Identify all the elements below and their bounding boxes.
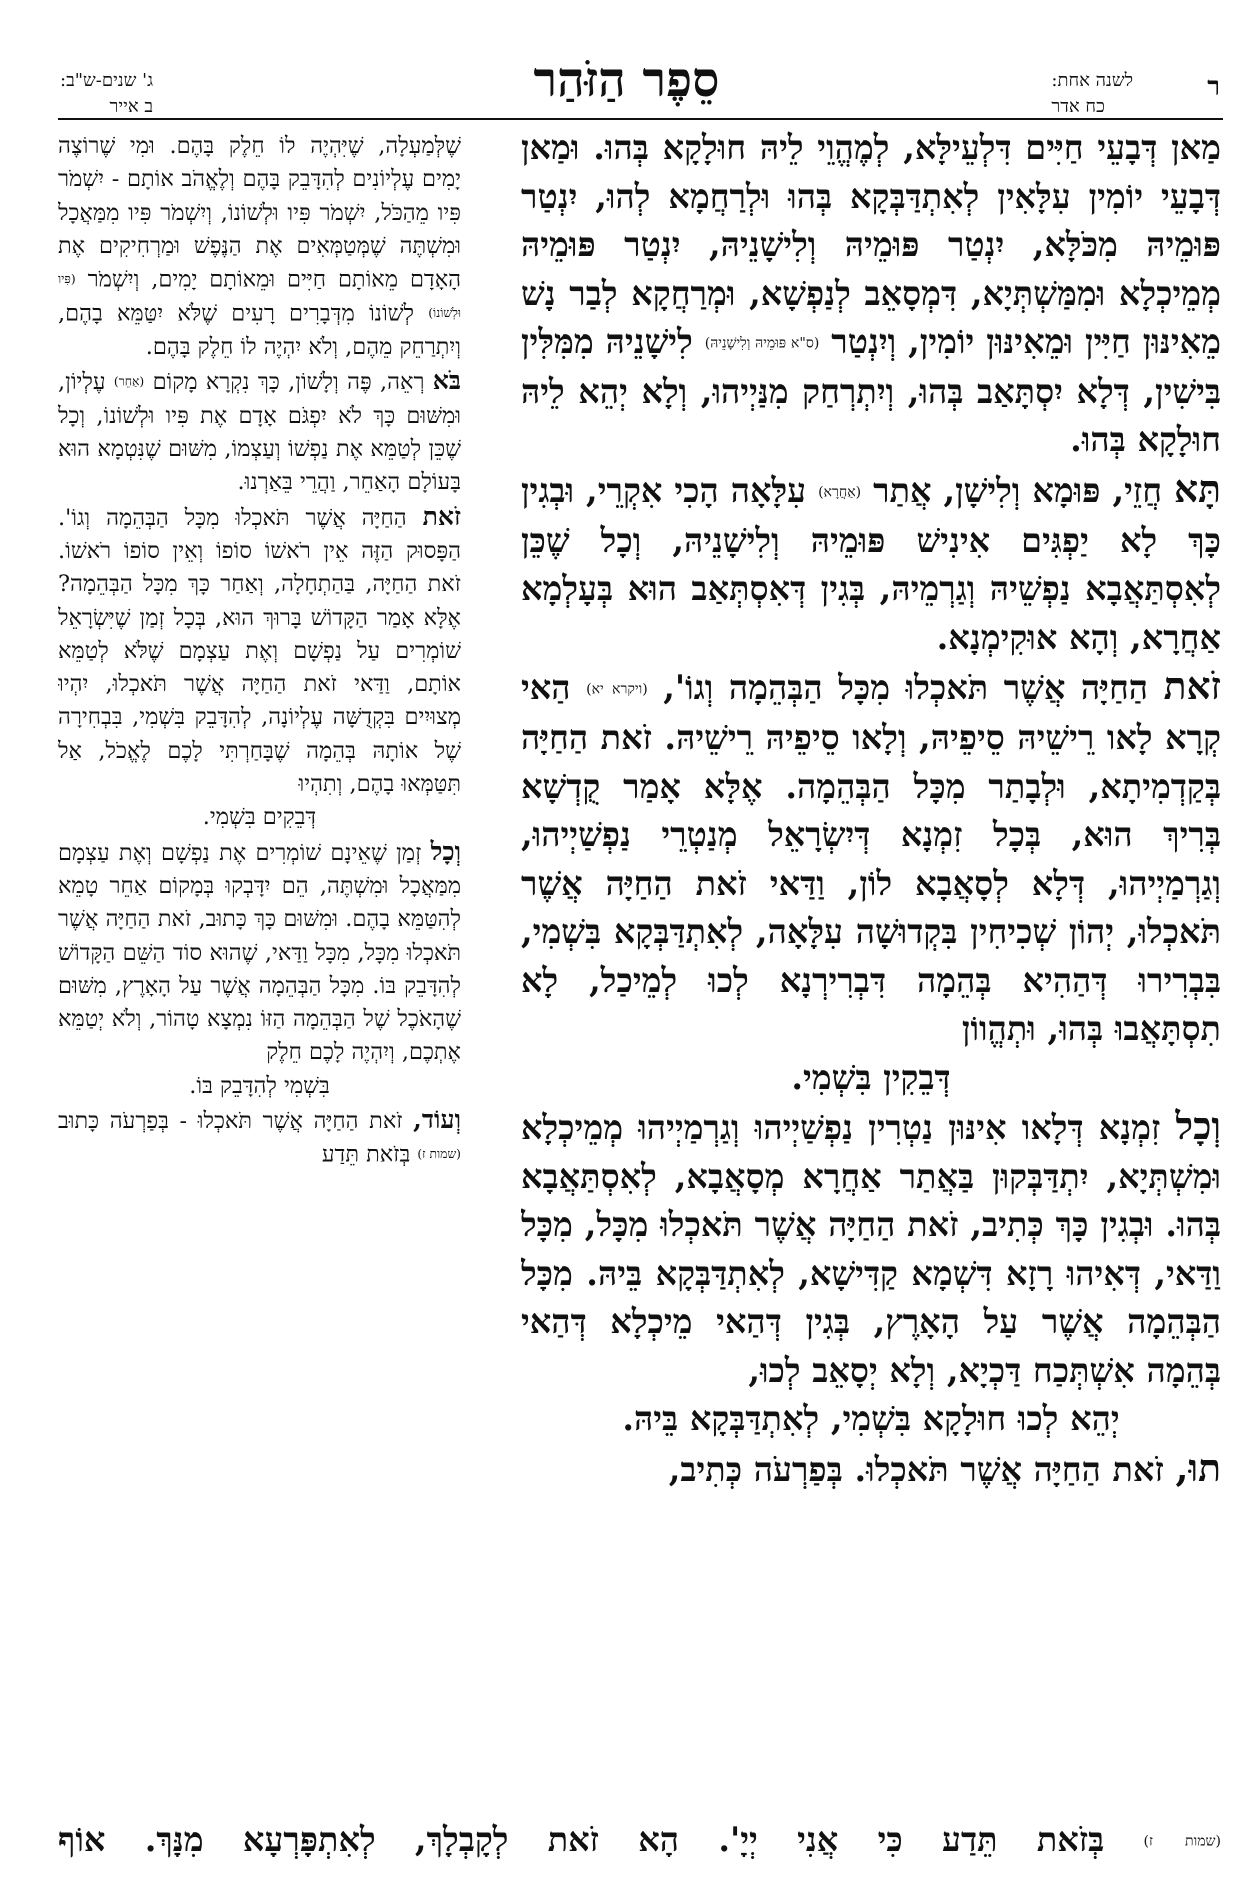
side-paragraph [58, 364, 461, 499]
main-column [521, 124, 1221, 1814]
side-paragraph [58, 130, 461, 364]
header-right-bottom: כח אדר [1051, 96, 1105, 117]
header-right-top: לשנה אחת: [1051, 70, 1133, 91]
reference: (שמות ז) [417, 1147, 461, 1162]
main-paragraph [521, 1102, 1221, 1395]
header-left [60, 68, 153, 120]
main-paragraph [521, 1444, 1221, 1495]
reference: (אַחֲרָא) [818, 484, 862, 501]
bottom-line [58, 1816, 1221, 1865]
lead-word: זֹאת [422, 500, 461, 531]
lead-word: תָּא [1174, 466, 1221, 511]
reference: (פִּיו וּלְשׁוֹנוֹ) [58, 272, 461, 321]
page-letter: ר [1207, 72, 1220, 102]
main-paragraph [521, 124, 1221, 465]
text: לִישָׁנֵיהּ מִמִּלִּין בִּישִׁין, דְּלָא יִסְתָּאַב בְּהוּ, וְיִתְרְחַק מִנַּיְיהוּ, וְלָא יְהֵא לֵיהּ חוּלָקָא בְּהוּ. [521, 322, 1221, 460]
lead-word: וְעוֹד, [413, 1103, 461, 1134]
lead-word: וְכָל [1175, 1104, 1221, 1149]
side-line-centered: דְּבֵקִים בִּשְׁמִי. [202, 804, 317, 831]
page-title: סֵפֶר הַזֹּהַר [533, 52, 720, 108]
text: עִלָּאָה הָכִי אִקְרֵי, וּבְגִין כָּךְ לָא יַפְגִּים אִינִישׁ פּוּמֵיהּ וְלִישָׁנֵיהּ, וְכָל שֶׁכֵּן לְאִסְתַּאֲבָא נַפְשֵׁיהּ וְגַרְמֵיהּ, בְּגִין דְּאִסְתְּאַב הוּא בְּעָלְמָא אַחֲרָא, וְהָא אוּקִימְנָא. [521, 470, 1221, 657]
header-left-top: ג' שנים-ש"ב: [60, 70, 154, 91]
side-paragraph [58, 835, 461, 1070]
main-line-centered: דְּבֵקִין בִּשְׁמִי. [791, 1057, 951, 1097]
lead-word: וְכָל [430, 835, 461, 866]
text: בְּזֹאת תֵּדַע כִּי אֲנִי יְיָ'. הָא זֹאת לְקָבְלָךְ, לְאִתְפָּרְעָא מִנָּךְ. אוֹף [58, 1820, 1105, 1859]
lead-word: זֹאת [1163, 664, 1221, 709]
lead-word: תוּ, [1175, 1445, 1221, 1490]
text: זֹאת הַחַיָּה אֲשֶׁר תֹּאכְלוּ. בְּפַרְעֹה כְּתִיב, [668, 1449, 1164, 1489]
main-paragraph [521, 465, 1221, 662]
text: זְמַן שֶׁאֵינָם שׁוֹמְרִים אֶת נַפְשָׁם וְאֶת עַצְמָם מִמַּאֲכָל וּמִשְׁתֶּה, הֵם יִדָּבְקוּ בְּמָקוֹם אַחֵר טָמֵא לְהִטַּמֵּא בָהֶם. וּמִשּׁוּם כָּךְ כָּתוּב, זֹאת הַחַיָּה אֲשֶׁר תֹּאכְלוּ מִכָּל, מִכָּל וַדַּאי, שֶׁהוּא סוֹד הַשֵּׁם הַקָּדוֹשׁ לְהִדָּבֵק בּוֹ. מִכָּל הַבְּהֵמָה אֲשֶׁר עַל הָאָרֶץ, מִשּׁוּם שֶׁהָאֹכֶל שֶׁל הַבְּהֵמָה הַזּוֹ נִמְצָא טָהוֹר, וְלֹא יְטַמֵּא אֶתְכֶם, וְיִהְיֶה לָכֶם חֵלֶק [58, 839, 461, 1066]
text: הַאי קְרָא לָאו רֵישֵׁיהּ סֵיפֵיהּ, וְלָאו סֵיפֵיהּ רֵישֵׁיהּ. זֹאת הַחַיָּה בְּקַדְמִיתָא, וּלְבָתַר מִכָּל הַבְּהֵמָה. אֶלָּא אָמַר קֻדְשָׁא בְּרִיךְ הוּא, בְּכָל זִמְנָא דְּיִשְׂרָאֵל מְנַטְרֵי נַפְשַׁיְיהוּ, וְגַרְמַיְיהוּ, דְּלָא לְסָאֲבָא לוֹן, וַדַּאי זֹאת הַחַיָּה אֲשֶׁר תֹּאכְלוּ, יְהוֹן שְׁכִיחִין בִּקְדוּשָׁה עִלָּאָה, לְאִתְדַּבְּקָא בִּשְׁמִי, בִּבְרִירוּ דְּהַהִיא בְּהֵמָה דִּבְרִירְנָא לְכוּ לְמֵיכַל, לָא תִסְתָּאֲבוּ בְּהוּ, וּתְהֱווֹן [521, 668, 1221, 1049]
text: עֶלְיוֹן, וּמִשּׁוּם כָּךְ לֹא יִפְגֹּם אָדָם אֶת פִּיו וּלְשׁוֹנוֹ, וְכָל שֶׁכֵּן לְטַמֵּא אֶת נַפְשׁוֹ וְעַצְמוֹ, מִשּׁוּם שֶׁנִּטְמָא הוּא בָּעוֹלָם הָאַחֵר, וַהֲרֵי בֵּאַרְנוּ. [58, 369, 461, 496]
lead-word: בֹּא [432, 365, 461, 396]
text: רְאֵה, פֶּה וְלָשׁוֹן, כָּךְ נִקְרָא מָקוֹם [152, 369, 425, 396]
main-line-centered: יְהֵא לְכוּ חוּלָקָא בִּשְׁמִי, לְאִתְדַּבְּקָא בֵּיהּ. [622, 1399, 1120, 1439]
reference: (אַחֵר) [113, 374, 145, 389]
text: הַחַיָּה אֲשֶׁר תֹּאכְלוּ מִכָּל הַבְּהֵמָה וְגוֹ'. הַפָּסוּק הַזֶּה אֵין רֹאשׁוֹ סוֹפוֹ וְאֵין סוֹפוֹ רֹאשׁוֹ. זֹאת הַחַיָּה, בַּהַתְחָלָה, וְאַחַר כָּךְ מִכָּל הַבְּהֵמָה? אֶלָּא אָמַר הַקָּדוֹשׁ בָּרוּךְ הוּא, בְּכָל זְמַן שֶׁיִּשְׂרָאֵל שׁוֹמְרִים עַל נַפְשָׁם וְאֶת עַצְמָם שֶׁלֹּא לְטַמֵּא אוֹתָם, וַדַּאי זֹאת הַחַיָּה אֲשֶׁר תֹּאכְלוּ, יִהְיוּ מְצוּיִים בִּקְדֻשָּׁה עֶלְיוֹנָה, לְהִדָּבֵק בִּשְׁמִי, בִּבְחִירָה שֶׁל אוֹתָהּ בְּהֵמָה שֶׁבָּחַרְתִּי לָכֶם לֶאֱכֹל, אַל תִּטַּמְּאוּ בָהֶם, וְתִהְיוּ [58, 504, 461, 798]
side-paragraph [58, 1103, 461, 1172]
translation-column [58, 130, 461, 1810]
side-line-centered: בִּשְׁמִי לְהִדָּבֵק בּוֹ. [189, 1072, 330, 1099]
text: זֹאת הַחַיָּה אֲשֶׁר תֹּאכְלוּ - בְּפַרְעֹה כָּתוּב [58, 1107, 403, 1134]
main-paragraph [521, 662, 1221, 1053]
side-paragraph [58, 500, 461, 802]
text: מַאן דְּבָעֵי חַיִּים דִּלְעֵילָּא, לְמֶהֱוֵי לֵיהּ חוּלָקָא בְּהוּ. וּמַאן דְּבָעֵי יוֹמִין עִלָּאִין לְאִתְדַּבְּקָא בְּהוּ וּלְרַחֲמָא לְהוּ, יִנְטַר פּוּמֵיהּ מִכֹּלָּא, יִנְטַר פּוּמֵיהּ וְלִישָׁנֵיהּ, יִנְטַר פּוּמֵיהּ מְמֵיכְלָא וּמִמַּשְׁתְּיָא, דִּמְסָאֵב לְנַפְשָׁא, וּמְרַחֲקָא לְבַר נָשׁ מֵאִינּוּן חַיִּין וּמֵאִינּוּן יוֹמִין, וְיִנְטַר [521, 128, 1221, 361]
reference: (שמות ז) [1143, 1833, 1221, 1850]
text: הַחַיָּה אֲשֶׁר תֹּאכְלוּ מִכָּל הַבְּהֵמָה וְגוֹ', [663, 668, 1149, 708]
header-left-bottom: ב אייר [109, 96, 154, 117]
text: שֶׁלְּמַעְלָה, שֶׁיִּהְיֶה לוֹ חֵלֶק בָּהֶם. וּמִי שֶׁרוֹצֶה יָמִים עֶלְיוֹנִים לְהִדָּבֵק בָּהֶם וְלֶאֱהֹב אוֹתָם - יִשְׁמֹר פִּיו מֵהַכֹּל, יִשְׁמֹר פִּיו וּלְשׁוֹנוֹ, וְיִשְׁמֹר פִּיו מִמַּאֲכָל וּמִשְׁתֶּה שֶׁמְּטַמְּאִים אֶת הַנֶּפֶשׁ וּמַרְחִיקִים אֶת הָאָדָם מֵאוֹתָם חַיִּים וּמֵאוֹתָם יָמִים, וְיִשְׁמֹר [58, 133, 461, 293]
text: חֲזֵי, פּוּמָא וְלִישָׁן, אֲתַר [873, 470, 1163, 510]
header-rule [58, 118, 1223, 120]
reference: (ס"א פּוּמֵיהּ וְלִישָׁנֵיהּ) [704, 335, 820, 352]
text: לְשׁוֹנוֹ מִדְּבָרִים רָעִים שֶׁלֹּא יִטַּמֵּא בָהֶם, וְיִתְרַחֵק מֵהֶם, וְלֹא יִהְיֶה לוֹ חֵלֶק בָּהֶם. [58, 300, 461, 361]
reference: (ויקרא יא) [586, 681, 648, 698]
text: בְּזֹאת תֵּדַע [321, 1141, 411, 1168]
text: זִמְנָא דְּלָאו אִינּוּן נַטְרִין נַפְשַׁיְיהוּ וְגַרְמַיְיהוּ מְמֵיכְלָא וּמִשְׁתְּיָא, יִתְדַּבְּקוּן בַּאֲתַר אַחֲרָא מְסָאֲבָא, לְאִסְתַּאֲבָא בְּהוּ. וּבְגִין כָּךְ כְּתִיב, זֹאת הַחַיָּה אֲשֶׁר תֹּאכְלוּ מִכָּל, מִכָּל וַדַּאי, דְּאִיהוּ רָזָא דִּשְׁמָא קַדִּישָׁא, לְאִתְדַּבְּקָא בֵּיהּ. מִכָּל הַבְּהֵמָה אֲשֶׁר עַל הָאָרֶץ, בְּגִין דְּהַאי מֵיכְלָא דְּהַאי בְּהֵמָה אִשְׁתְּכַח דַּכְיָא, וְלָא יְסָאֵב לְכוּ, [521, 1108, 1221, 1390]
